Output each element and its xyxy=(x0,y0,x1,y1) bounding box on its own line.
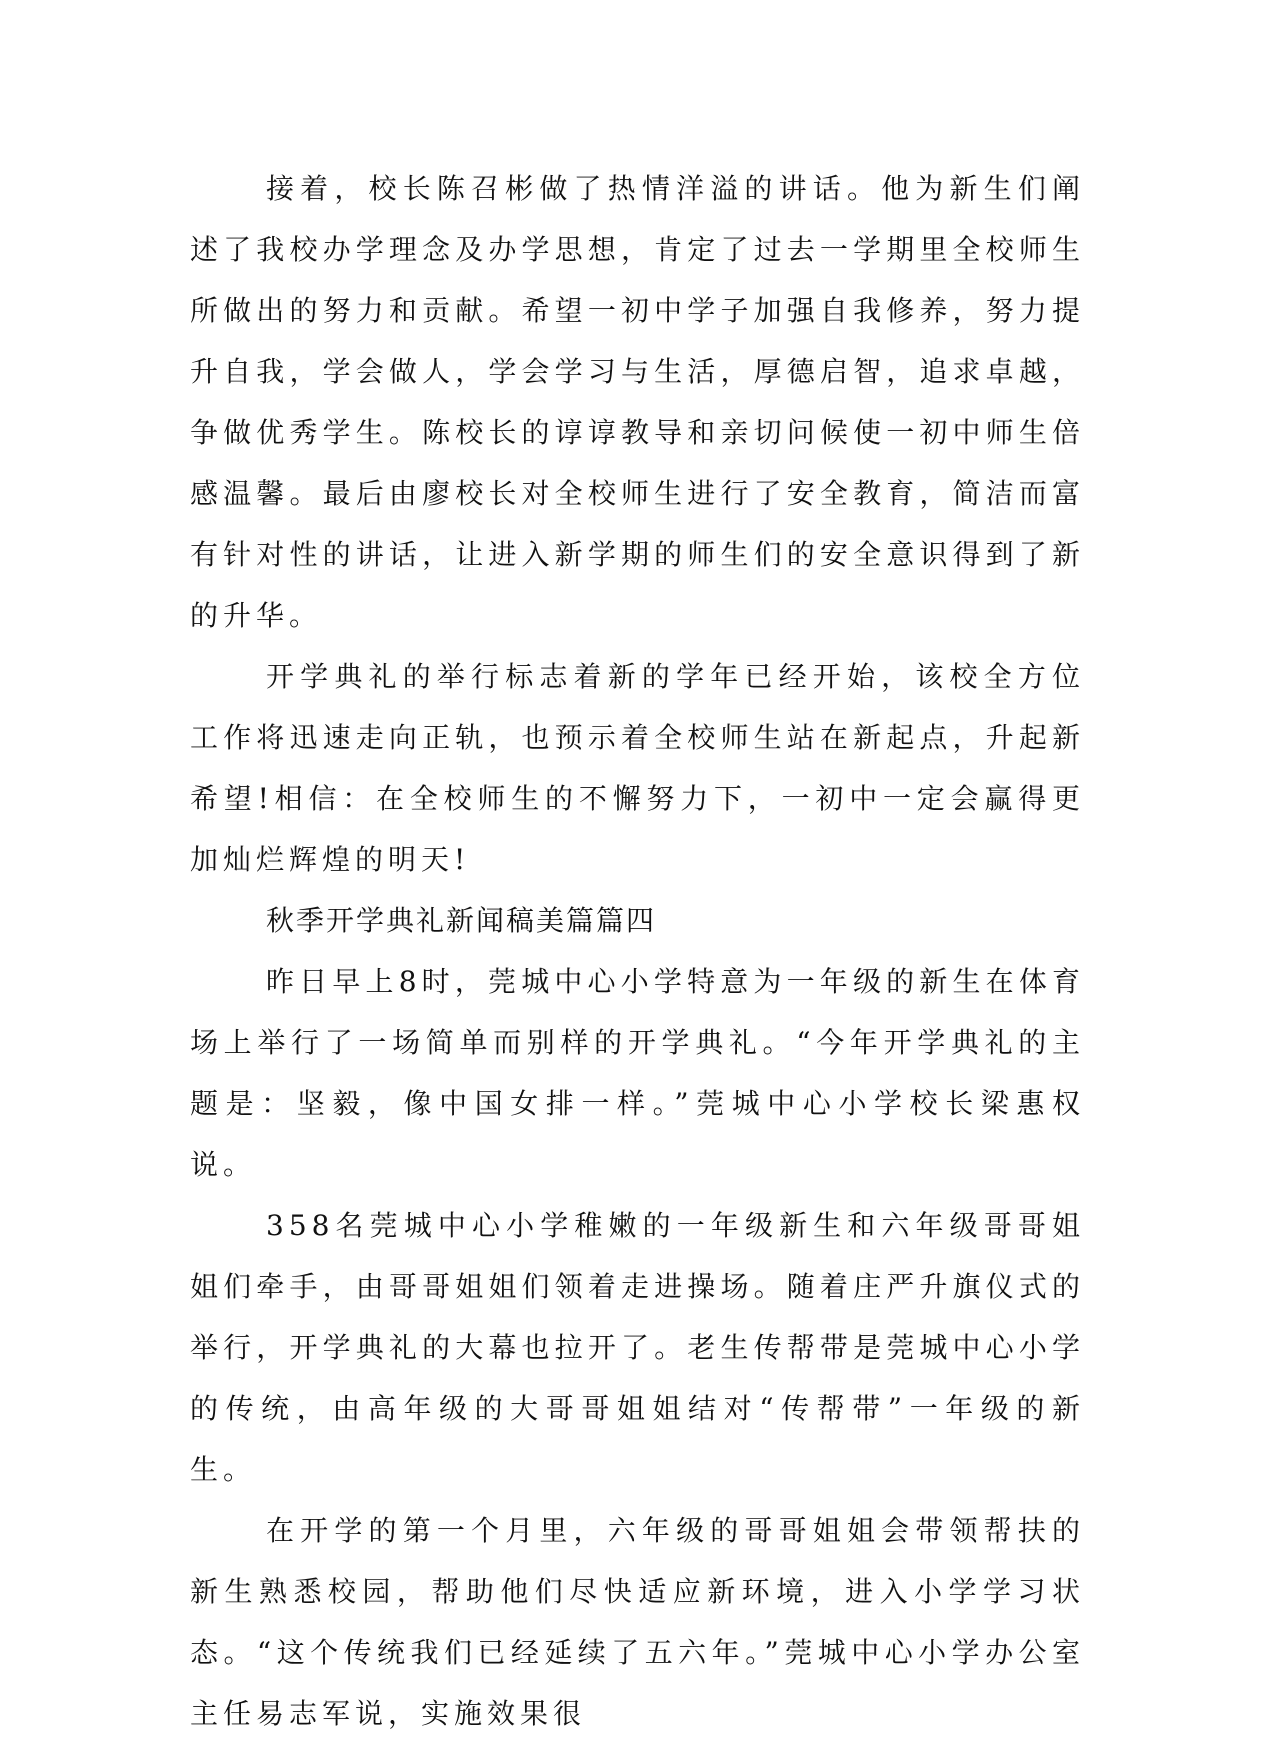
paragraph-students-entry: 358名莞城中心小学稚嫩的一年级新生和六年级哥哥姐姐们牵手，由哥哥姐姐们领着走进操场。随着庄严升旗仪式的举行，开学典礼的大幕也拉开了。老生传帮带是莞城中心小学的传统，由高年级的大哥哥姐姐结对“传帮带”一年级的新生。 xyxy=(190,1209,1085,1486)
section-title: 秋季开学典礼新闻稿美篇篇四 xyxy=(266,904,657,937)
paragraph-ceremony-intro: 昨日早上8时，莞城中心小学特意为一年级的新生在体育场上举行了一场简单而别样的开学典礼。“今年开学典礼的主题是：坚毅，像中国女排一样。”莞城中心小学校长梁惠权说。 xyxy=(190,965,1085,1181)
paragraph-principal-speech: 接着，校长陈召彬做了热情洋溢的讲话。他为新生们阐述了我校办学理念及办学思想，肯定了过去一学期里全校师生所做出的努力和贡献。希望一初中学子加强自我修养，努力提升自我，学会做人，学会学习与生活，厚德启智，追求卓越，争做优秀学生。陈校长的谆谆教导和亲切问候使一初中师生倍感温馨。最后由廖校长对全校师生进行了安全教育，简洁而富有针对性的讲话，让进入新学期的师生们的安全意识得到了新的升华。 xyxy=(190,172,1085,632)
paragraph-mentoring-tradition: 在开学的第一个月里，六年级的哥哥姐姐会带领帮扶的新生熟悉校园，帮助他们尽快适应新环境，进入小学学习状态。“这个传统我们已经延续了五六年。”莞城中心小学办公室主任易志军说，实施效果很 xyxy=(190,1514,1085,1730)
document-body xyxy=(190,158,1085,1744)
paragraph-ceremony-significance: 开学典礼的举行标志着新的学年已经开始，该校全方位工作将迅速走向正轨，也预示着全校师生站在新起点，升起新希望!相信：在全校师生的不懈努力下，一初中一定会赢得更加灿烂辉煌的明天! xyxy=(190,660,1085,876)
